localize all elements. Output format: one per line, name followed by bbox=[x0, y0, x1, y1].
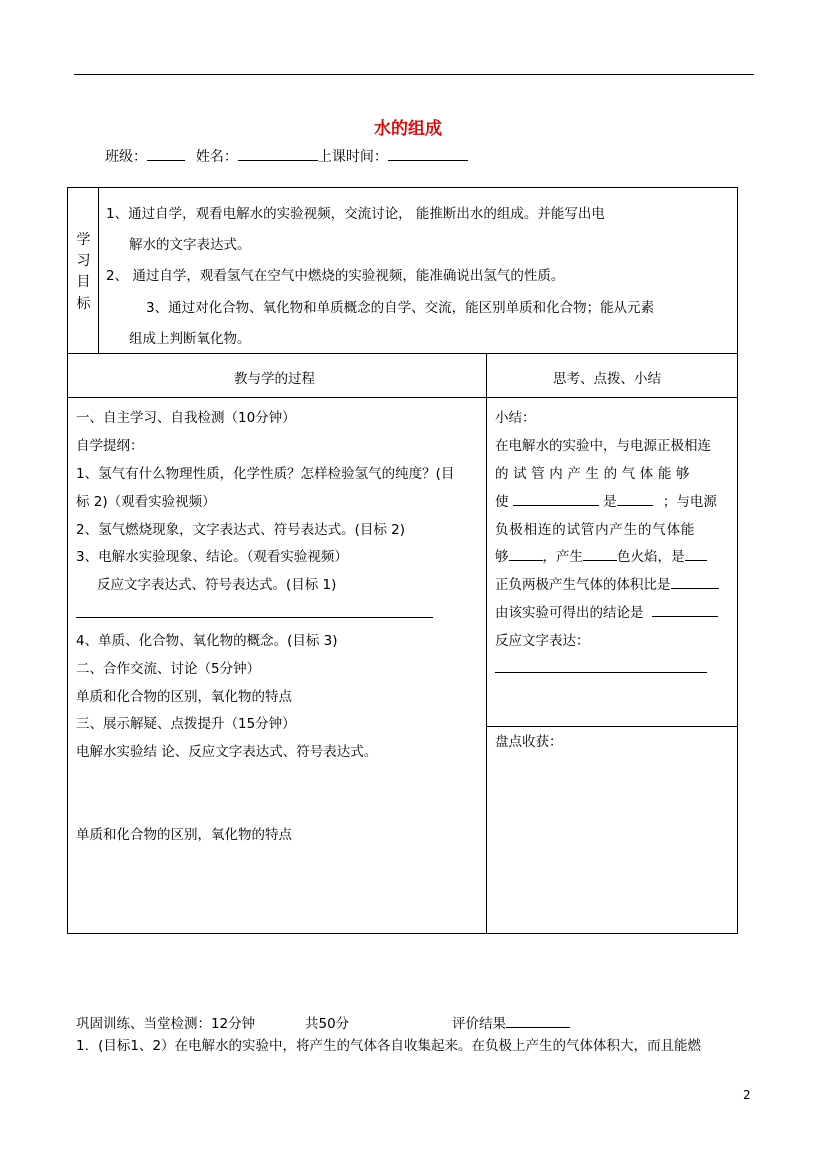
blank-field[interactable] bbox=[583, 546, 617, 561]
summary-line: 的试管内产生的气体能够 bbox=[495, 466, 695, 482]
practice-eval: 评价结果 bbox=[452, 1012, 570, 1032]
blank-field[interactable] bbox=[617, 491, 653, 506]
class-label: 班级： bbox=[105, 149, 147, 165]
summary-line: 使 是 ；与电源 bbox=[495, 490, 717, 510]
practice-heading: 巩固训练、当堂检测：12分钟 bbox=[76, 1016, 256, 1032]
eval-field[interactable] bbox=[506, 1013, 570, 1028]
summary-line: 正负两极产生气体的体积比是 bbox=[495, 573, 719, 593]
header-summary: 思考、点拨、小结 bbox=[553, 371, 661, 387]
objectives-label-char: 学 bbox=[76, 232, 91, 248]
practice-total: 共50分 bbox=[305, 1016, 350, 1032]
blank-field[interactable] bbox=[652, 602, 718, 617]
page-number: 2 bbox=[743, 1088, 751, 1102]
blank-field[interactable] bbox=[509, 546, 543, 561]
process-line: 二、合作交流、讨论（5分钟） bbox=[76, 661, 261, 677]
answer-line[interactable] bbox=[76, 617, 433, 618]
name-field[interactable] bbox=[238, 146, 318, 161]
page-title: 水的组成 bbox=[374, 119, 442, 139]
process-line: 3、电解水实验现象、结论。（观看实验视频） bbox=[76, 549, 348, 565]
process-line: 单质和化合物的区别，氧化物的特点 bbox=[76, 689, 292, 705]
process-line: 单质和化合物的区别，氧化物的特点 bbox=[76, 827, 292, 843]
objectives-label-char: 目 bbox=[76, 274, 91, 290]
objective-line: 组成上判断氧化物。 bbox=[129, 331, 251, 347]
process-line: 三、展示解疑、点拨提升（15分钟） bbox=[76, 716, 296, 732]
class-field[interactable] bbox=[147, 146, 185, 161]
practice-question: 1．(目标1、2）在电解水的实验中，将产生的气体各自收集起来。在负极上产生的气体体积大，而且能燃 bbox=[76, 1038, 702, 1054]
header-process: 教与学的过程 bbox=[234, 371, 315, 387]
process-line: 1、氢气有什么物理性质，化学性质？怎样检验氢气的纯度？(目 bbox=[76, 466, 455, 482]
objective-line: 1、通过自学，观看电解水的实验视频，交流讨论， 能推断出水的组成。并能写出电 bbox=[106, 206, 605, 222]
summary-line: 够 ，产生 色火焰，是 bbox=[495, 545, 707, 565]
blank-field[interactable] bbox=[513, 491, 599, 506]
process-line: 反应文字表达式、符号表达式。(目标 1) bbox=[97, 577, 337, 593]
header-fields bbox=[105, 146, 468, 166]
objective-line: 2、 通过自学，观看氢气在空气中燃烧的实验视频，能准确说出氢气的性质。 bbox=[106, 268, 565, 284]
objective-line: 3、通过对化合物、氧化物和单质概念的自学、交流，能区别单质和化合物；能从元素 bbox=[146, 300, 655, 316]
summary-line: 负极相连的试管内产生的气体能 bbox=[495, 522, 696, 538]
process-line: 一、自主学习、自我检测（10分钟） bbox=[76, 410, 296, 426]
top-rule bbox=[74, 74, 754, 75]
blank-field[interactable] bbox=[671, 574, 719, 589]
time-field[interactable] bbox=[388, 146, 468, 161]
objectives-label-char: 标 bbox=[76, 296, 91, 312]
time-label: 上课时间： bbox=[317, 149, 388, 165]
summary-line: 由该实验可得出的结论是 bbox=[495, 601, 718, 621]
blank-field[interactable] bbox=[685, 546, 707, 561]
process-line: 标 2)（观看实验视频） bbox=[76, 494, 216, 510]
summary-heading: 小结： bbox=[495, 410, 536, 426]
objectives-label-char: 习 bbox=[76, 253, 91, 269]
objective-line: 解水的文字表达式。 bbox=[129, 237, 251, 253]
process-line: 电解水实验结 论、反应文字表达式、符号表达式。 bbox=[76, 744, 378, 760]
harvest-label: 盘点收获： bbox=[495, 734, 563, 750]
process-line: 2、氢气燃烧现象，文字表达式、符号表达式。(目标 2) bbox=[76, 522, 406, 538]
name-label: 姓名： bbox=[195, 149, 238, 165]
summary-line: 在电解水的实验中，与电源正极相连 bbox=[495, 438, 711, 454]
answer-line[interactable] bbox=[495, 672, 707, 673]
process-line: 4、单质、化合物、氧化物的概念。(目标 3) bbox=[76, 633, 338, 649]
process-line: 自学提纲： bbox=[76, 438, 144, 454]
summary-line: 反应文字表达： bbox=[495, 633, 590, 649]
